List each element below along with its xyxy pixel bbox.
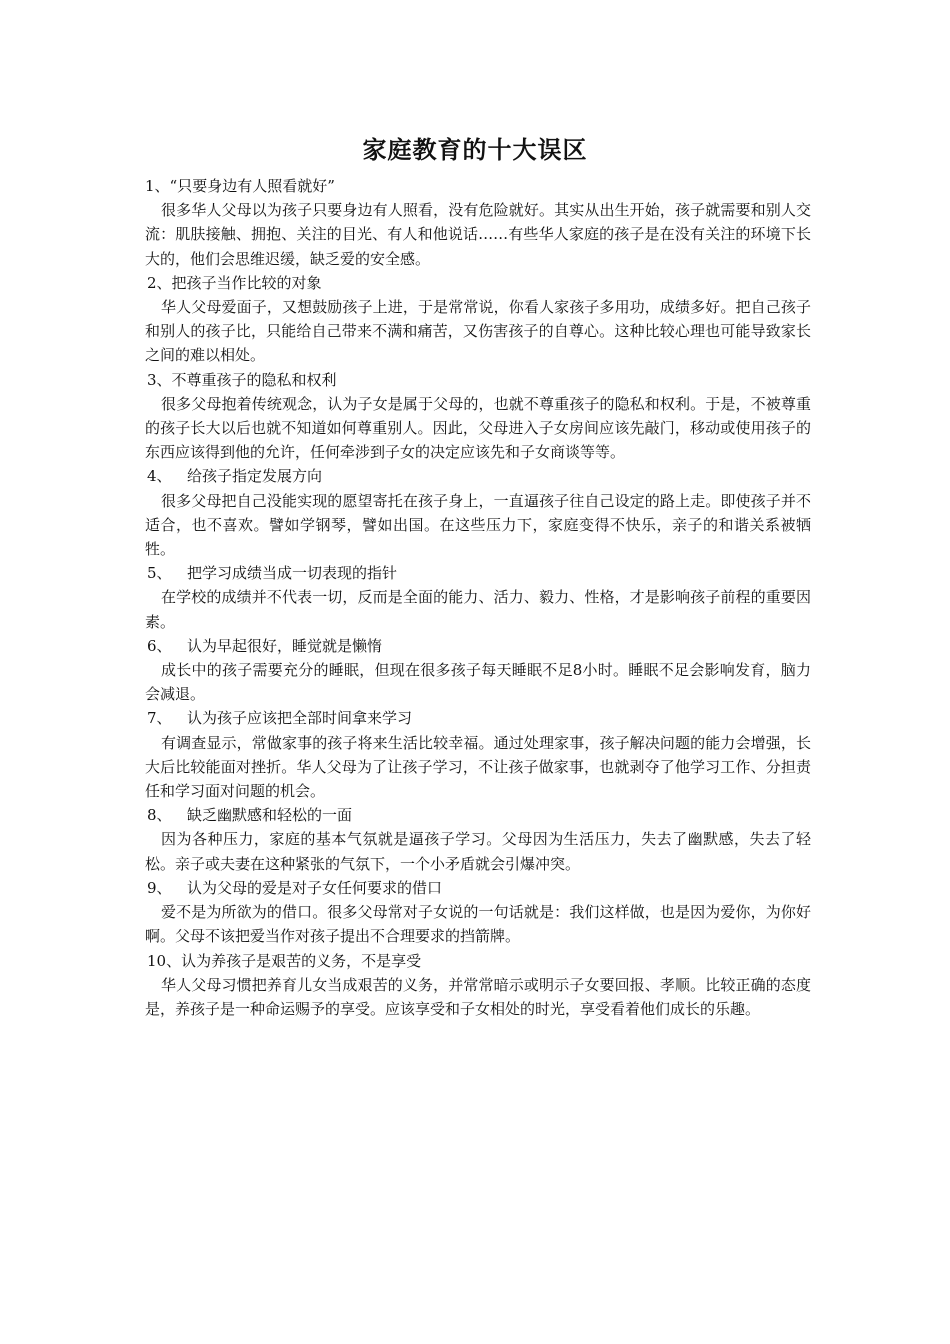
section-heading-text: 缺乏幽默感和轻松的一面 [187, 806, 353, 825]
section-heading-text: 认为父母的爱是对子女任何要求的借口 [187, 878, 443, 897]
section-heading [145, 271, 811, 295]
section-number: 5、 [147, 564, 172, 583]
section-paragraph: 很多父母把自己没能实现的愿望寄托在孩子身上，一直逼孩子往自己设定的路上走。即使孩子并不适合，也不喜欢。譬如学钢琴，譬如出国。在这些压力下，家庭变得不快乐，亲子的和谐关系被牺牲。 [145, 491, 811, 559]
section-paragraph: 很多华人父母以为孩子只要身边有人照看，没有危险就好。其实从出生开始，孩子就需要和别人交流：肌肤接触、拥抱、关注的目光、有人和他说话……有些华人家庭的孩子是在没有关注的环境下长大的，他们会思维迟缓，缺乏爱的安全感。 [145, 201, 811, 268]
section-heading [145, 706, 811, 730]
section-9 [145, 876, 811, 949]
section-paragraph: 很多父母抱着传统观念，认为子女是属于父母的，也就不尊重孩子的隐私和权利。于是，不被尊重的孩子长大以后也就不知道如何尊重别人。因此，父母进入子女房间应该先敲门，移动或使用孩子的东西应该得到他的允许，任何牵涉到子女的决定应该先和子女商谈等等。 [145, 394, 811, 462]
section-number: 7、 [147, 709, 172, 728]
section-number: 10、 [147, 951, 182, 970]
section-number: 8、 [147, 806, 172, 825]
section-2 [145, 271, 811, 368]
section-heading [145, 561, 811, 585]
section-heading-text: 给孩子指定发展方向 [187, 467, 323, 486]
section-1 [145, 174, 811, 271]
section-3 [145, 368, 811, 465]
section-paragraph: 华人父母习惯把养育儿女当成艰苦的义务，并常常暗示或明示子女要回报、孝顺。比较正确的态度是，养孩子是一种命运赐予的享受。应该享受和子女相处的时光，享受看着他们成长的乐趣。 [145, 975, 811, 1018]
section-heading [145, 464, 811, 488]
section-7 [145, 706, 811, 803]
section-heading [145, 949, 811, 973]
section-paragraph: 爱不是为所欲为的借口。很多父母常对子女说的一句话就是：我们这样做，也是因为爱你，为你好啊。父母不该把爱当作对孩子提出不合理要求的挡箭牌。 [145, 903, 811, 946]
section-6 [145, 634, 811, 707]
section-heading-text: 把学习成绩当成一切表现的指针 [187, 564, 398, 583]
section-number: 4、 [147, 467, 172, 486]
section-heading [145, 803, 811, 827]
section-heading [145, 368, 811, 392]
section-heading-text: 认为早起很好，睡觉就是懒惰 [187, 636, 383, 655]
section-heading-text: 把孩子当作比较的对象 [171, 273, 322, 292]
section-heading-text: “只要身边有人照看就好” [169, 177, 335, 195]
document-title: 家庭教育的十大误区 [362, 135, 588, 164]
section-number: 1、 [145, 177, 170, 195]
section-heading-text: 认为养孩子是艰苦的义务，不是享受 [181, 951, 422, 970]
section-heading [145, 876, 811, 900]
section-5 [145, 561, 811, 634]
section-paragraph: 华人父母爱面子，又想鼓励孩子上进，于是常常说，你看人家孩子多用功，成绩多好。把自己孩子和别人的孩子比，只能给自己带来不满和痛苦，又伤害孩子的自尊心。这种比较心理也可能导致家长之间的难以相处。 [145, 298, 811, 365]
section-paragraph: 有调查显示，常做家事的孩子将来生活比较幸福。通过处理家事，孩子解决问题的能力会增强，长大后比较能面对挫折。华人父母为了让孩子学习，不让孩子做家事，也就剥夺了他学习工作、分担责任和学习面对问题的机会。 [145, 733, 811, 801]
section-number: 2、 [147, 273, 172, 292]
section-heading [145, 634, 811, 658]
section-8 [145, 803, 811, 876]
section-number: 6、 [147, 636, 172, 655]
section-paragraph: 成长中的孩子需要充分的睡眠，但现在很多孩子每天睡眠不足8小时。睡眠不足会影响发育，脑力会减退。 [145, 661, 811, 704]
section-heading-text: 不尊重孩子的隐私和权利 [171, 370, 337, 389]
section-paragraph: 在学校的成绩并不代表一切，反而是全面的能力、活力、毅力、性格，才是影响孩子前程的重要因素。 [145, 588, 811, 631]
section-number: 9、 [147, 878, 172, 897]
section-number: 3、 [147, 370, 172, 389]
document-body [145, 174, 811, 1021]
section-paragraph: 因为各种压力，家庭的基本气氛就是逼孩子学习。父母因为生活压力，失去了幽默感，失去了轻松。亲子或夫妻在这种紧张的气氛下，一个小矛盾就会引爆冲突。 [145, 830, 811, 873]
section-10 [145, 949, 811, 1022]
section-heading [145, 174, 811, 198]
section-4 [145, 464, 811, 561]
section-heading-text: 认为孩子应该把全部时间拿来学习 [187, 709, 413, 728]
